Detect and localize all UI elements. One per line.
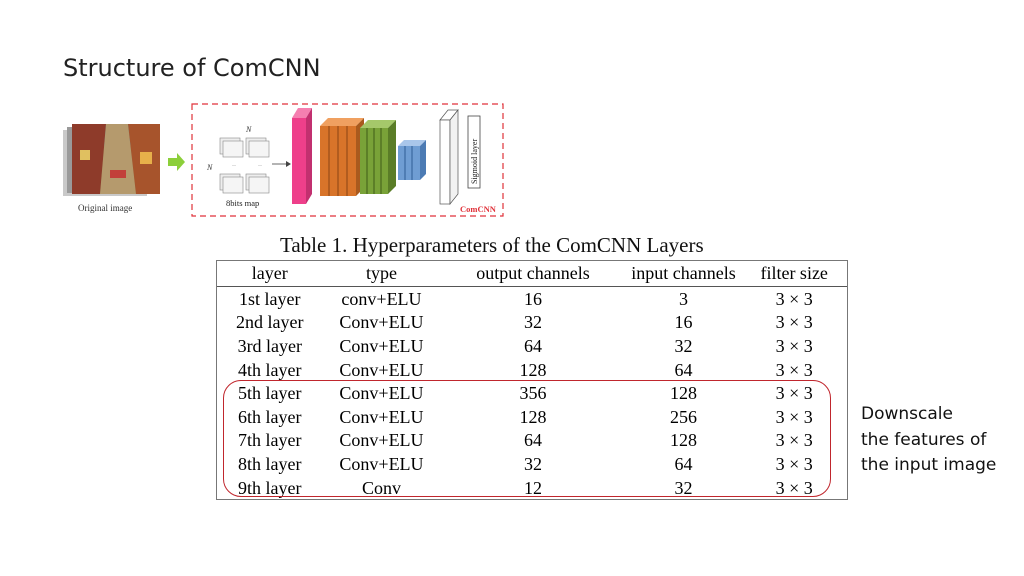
table-header-row xyxy=(217,261,847,287)
cell-type: Conv+ELU xyxy=(339,359,424,380)
cell-output-channels: 64 xyxy=(524,335,543,356)
cell-output-channels: 64 xyxy=(524,430,543,451)
pink-conv-front xyxy=(292,118,306,204)
cell-type: Conv+ELU xyxy=(339,430,424,451)
cell-type: Conv+ELU xyxy=(339,335,424,356)
cell-layer: 1st layer xyxy=(239,288,301,309)
cell-filter-size: 3 × 3 xyxy=(775,335,813,356)
cell-output-channels: 32 xyxy=(524,453,543,474)
cell-output-channels: 128 xyxy=(519,406,547,427)
sigmoid-layer-label: Sigmoid layer xyxy=(470,138,479,184)
cell-filter-size: 3 × 3 xyxy=(775,288,813,309)
table-caption: Table 1. Hyperparameters of the ComCNN Layers xyxy=(280,233,704,257)
cell-filter-size: 3 × 3 xyxy=(775,312,813,333)
cell-layer: 4th layer xyxy=(238,359,302,380)
svg-text:··: ·· xyxy=(258,163,262,169)
cell-filter-size: 3 × 3 xyxy=(775,453,813,474)
original-image-stack xyxy=(63,124,160,196)
orange-conv-block xyxy=(320,118,364,196)
table-row xyxy=(217,358,847,382)
cell-layer: 2nd layer xyxy=(236,312,304,333)
cell-type: Conv+ELU xyxy=(339,406,424,427)
cell-output-channels: 12 xyxy=(524,477,543,498)
cell-output-channels: 32 xyxy=(524,312,543,333)
cell-input-channels: 32 xyxy=(674,477,693,498)
small-arrow-icon xyxy=(286,161,291,167)
cell-layer: 8th layer xyxy=(238,453,302,474)
bits-map-grid xyxy=(206,125,291,208)
header-output-channels: output channels xyxy=(440,261,625,287)
downscale-note xyxy=(861,402,996,479)
cell-filter-size: 3 × 3 xyxy=(775,406,813,427)
cell-input-channels: 256 xyxy=(670,406,698,427)
cell-filter-size: 3 × 3 xyxy=(775,359,813,380)
cell-layer: 9th layer xyxy=(238,477,302,498)
note-line: Downscale xyxy=(861,404,953,424)
cell-input-channels: 16 xyxy=(674,312,693,333)
table-row xyxy=(217,311,847,335)
cell-input-channels: 128 xyxy=(670,430,698,451)
n-label-top: N xyxy=(246,125,252,134)
cell-layer: 7th layer xyxy=(238,430,302,451)
note-line: the features of xyxy=(861,429,987,450)
cell-input-channels: 32 xyxy=(674,335,693,356)
table-row xyxy=(217,334,847,358)
cell-layer: 3rd layer xyxy=(237,335,303,356)
cell-layer: 6th layer xyxy=(238,406,302,427)
cell-output-channels: 16 xyxy=(524,288,543,309)
green-conv-block xyxy=(360,120,396,194)
cell-input-channels: 64 xyxy=(674,359,693,380)
blue-conv-block xyxy=(398,140,426,180)
downscale-highlight-outline xyxy=(223,380,831,497)
cell-type: Conv+ELU xyxy=(339,453,424,474)
street-photo-thumbnail xyxy=(72,124,160,194)
comcnn-label: ComCNN xyxy=(460,204,496,214)
header-type: type xyxy=(323,261,441,287)
cell-input-channels: 64 xyxy=(674,453,693,474)
cell-input-channels: 128 xyxy=(670,383,698,404)
header-input-channels: input channels xyxy=(626,261,742,287)
cell-type: conv+ELU xyxy=(341,288,422,309)
cell-filter-size: 3 × 3 xyxy=(775,430,813,451)
cell-filter-size: 3 × 3 xyxy=(775,383,813,404)
white-conv-block xyxy=(440,110,458,204)
comcnn-architecture-figure xyxy=(60,100,510,220)
n-label-left: N xyxy=(207,163,213,172)
cell-type: Conv+ELU xyxy=(339,312,424,333)
note-line: the input image xyxy=(861,455,997,475)
cell-output-channels: 356 xyxy=(519,383,547,404)
header-layer: layer xyxy=(217,261,323,287)
arrow-right-icon xyxy=(168,153,185,171)
cell-type: Conv+ELU xyxy=(339,383,424,404)
cell-type: Conv xyxy=(361,477,401,498)
svg-text:··: ·· xyxy=(232,163,236,169)
bits-map-label: 8bits map xyxy=(226,198,260,208)
cell-layer: 5th layer xyxy=(238,383,302,404)
original-image-label: Original image xyxy=(78,203,133,213)
cell-input-channels: 3 xyxy=(679,288,689,309)
cell-filter-size: 3 × 3 xyxy=(775,477,813,498)
header-filter-size: filter size xyxy=(741,261,847,287)
table-row xyxy=(217,287,847,311)
cell-output-channels: 128 xyxy=(519,359,547,380)
slide-title: Structure of ComCNN xyxy=(63,54,321,82)
